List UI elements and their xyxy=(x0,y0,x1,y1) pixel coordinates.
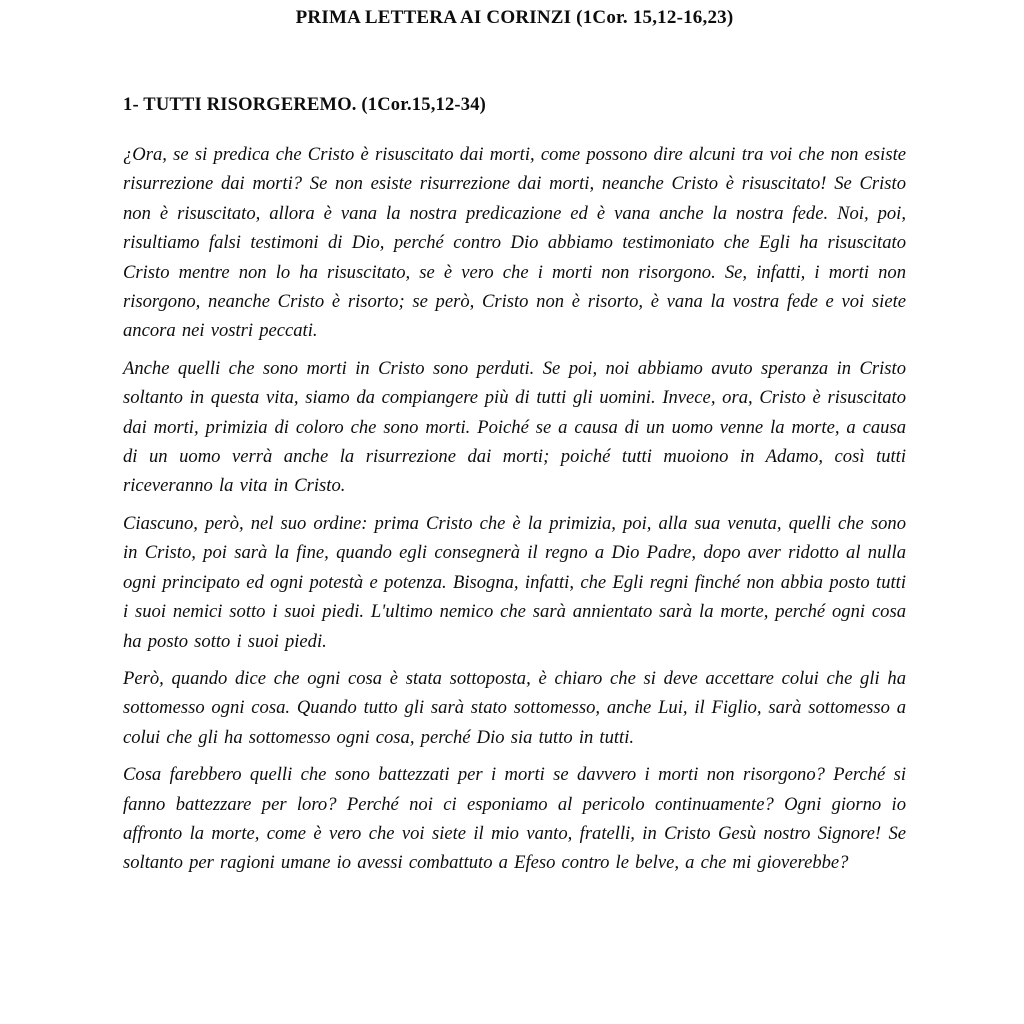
document-title: PRIMA LETTERA AI CORINZI (1Cor. 15,12-16,23) xyxy=(295,7,734,28)
paragraph: ¿Ora, se si predica che Cristo è risuscitato dai morti, come possono dire alcuni tra voi che non esiste risurrezione dai morti? Se non esiste risurrezione dai morti, neanche Cristo è risuscitato! Se Cristo non è risuscitato, allora è vana la nostra predicazione ed è vana anche la nostra fede. Noi, poi, risultiamo falsi testimoni di Dio, perché contro Dio abbiamo testimoniato che Egli ha risuscitato Cristo mentre non lo ha risuscitato, se è vero che i morti non risorgono. Se, infatti, i morti non risorgono, neanche Cristo è risorto; se però, Cristo non è risorto, è vana la vostra fede e voi siete ancora nei vostri peccati. xyxy=(123,144,906,342)
paragraph: Ciascuno, però, nel suo ordine: prima Cristo che è la primizia, poi, alla sua venuta, quelli che sono in Cristo, poi sarà la fine, quando egli consegnerà il regno a Dio Padre, dopo aver ridotto al nulla ogni principato ed ogni potestà e potenza. Bisogna, infatti, che Egli regni finché non abbia posto tutti i suoi nemici sotto i suoi piedi. L'ultimo nemico che sarà annientato sarà la morte, perché ogni cosa ha posto sotto i suoi piedi. xyxy=(123,512,906,652)
paragraph: Cosa farebbero quelli che sono battezzati per i morti se davvero i morti non risorgono? Perché si fanno battezzare per loro? Perché noi ci esponiamo al pericolo continuamente? Ogni giorno io affronto la morte, come è vero che voi siete il mio vanto, fratelli, in Cristo Gesù nostro Signore! Se soltanto per ragioni umane io avessi combattuto a Efeso contro le belve, a che mi gioverebbe? xyxy=(123,764,906,874)
paragraph: Però, quando dice che ogni cosa è stata sottoposta, è chiaro che si deve accettare colui che gli ha sottomesso ogni cosa. Quando tutto gli sarà stato sottomesso, anche Lui, il Figlio, sarà sottomesso a colui che gli ha sottomesso ogni cosa, perché Dio sia tutto in tutti. xyxy=(123,667,906,748)
document-body xyxy=(123,140,906,878)
paragraph: Anche quelli che sono morti in Cristo sono perduti. Se poi, noi abbiamo avuto speranza in Cristo soltanto in questa vita, siamo da compiangere più di tutti gli uomini. Invece, ora, Cristo è risuscitato dai morti, primizia di coloro che sono morti. Poiché se a causa di un uomo venne la morte, a causa di un uomo verrà anche la risurrezione dai morti; poiché tutti muoiono in Adamo, così tutti riceveranno la vita in Cristo. xyxy=(123,357,906,497)
section-heading: 1- TUTTI RISORGEREMO. (1Cor.15,12-34) xyxy=(123,95,487,115)
